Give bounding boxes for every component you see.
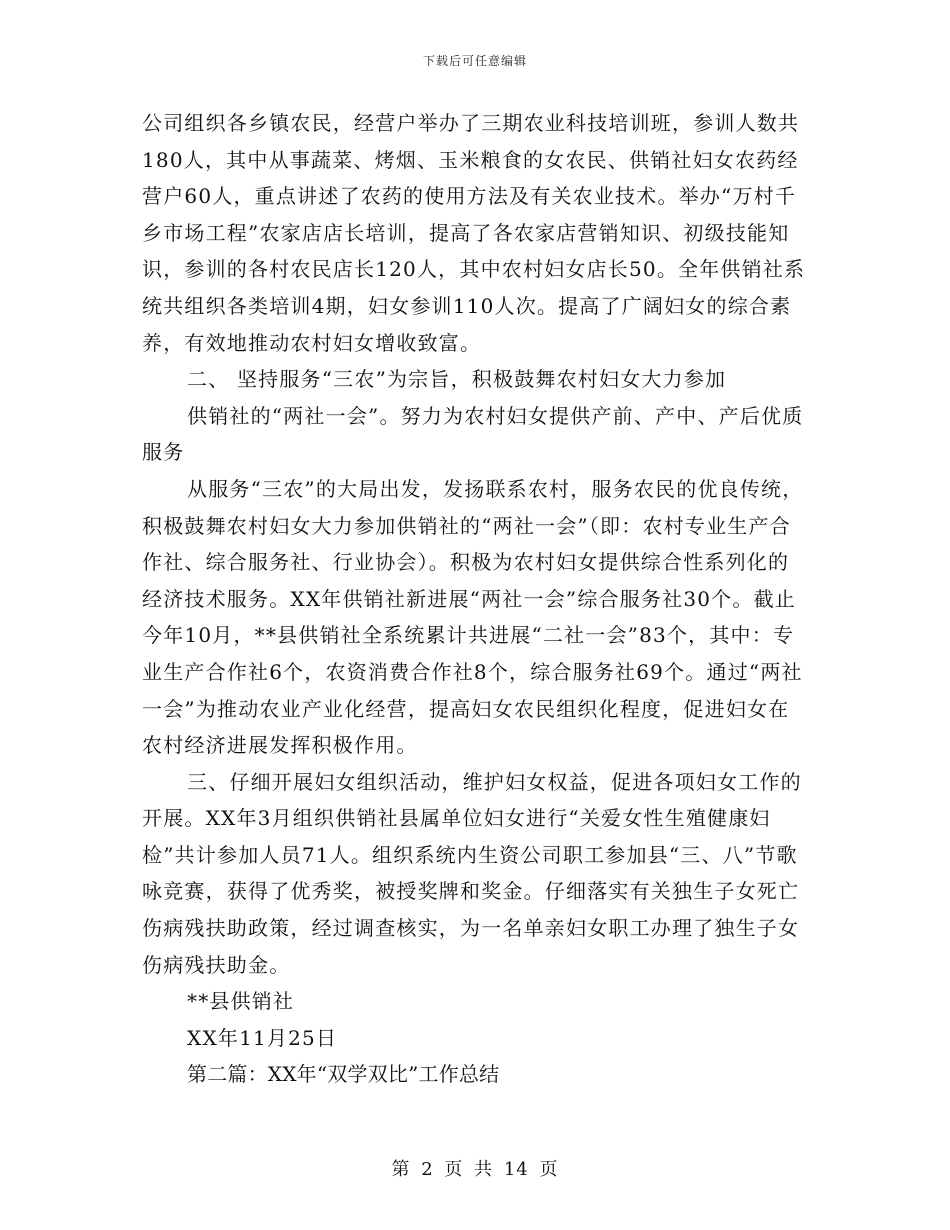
paragraph-service: 从服务“三农”的大局出发，发扬联系农村，服务农民的优良传统，积极鼓舞农村妇女大力参加供销社的“两社一会”（即：农村专业生产合作社、综合服务社、行业协会）。积极为农村妇女提供综合性系列化的经济技术服务。XX年供销社新进展“两社一会”综合服务社30个。截止今年10月，**县供销社全系统累计共进展“二社一会”83个，其中：专业生产合作社6个，农资消费合作社8个，综合服务社69个。通过“两社一会”为推动农业产业化经营，提高妇女农民组织化程度，促进妇女在农村经济进展发挥积极作用。 (142, 476, 804, 758)
page-number: 第 2 页 共 14 页 (391, 1159, 559, 1180)
paragraph-training: 公司组织各乡镇农民，经营户举办了三期农业科技培训班，参训人数共180人，其中从事蔬菜、烤烟、玉米粮食的女农民、供销社妇女农药经营户60人，重点讲述了农药的使用方法及有关农业技术。举办“万村千乡市场工程”农家店店长培训，提高了各农家店营销知识、初级技能知识，参训的各村农民店长120人，其中农村妇女店长50。全年供销社系统共组织各类培训4期，妇女参训110人次。提高了广阔妇女的综合素养，有效地推动农村妇女增收致富。 (142, 111, 806, 355)
section-heading-two-line1: 二、 坚持服务“三农”为宗旨，积极鼓舞农村妇女大力参加 (187, 367, 727, 392)
next-article-title: 第二篇：XX年“双学双比”工作总结 (187, 1062, 500, 1087)
document-body (142, 105, 810, 1093)
signature-date: XX年11月25日 (187, 1025, 338, 1050)
page-header: 下载后可任意编辑 (422, 54, 527, 68)
section-heading-two-line2: 供销社的“两社一会”。努力为农村妇女提供产前、产中、产后优质服务 (142, 403, 804, 465)
signature: **县供销社 (187, 989, 295, 1014)
paragraph-section-three: 三、仔细开展妇女组织活动，维护妇女权益，促进各项妇女工作的开展。XX年3月组织供销社县属单位妇女进行“关爱女性生殖健康妇检”共计参加人员71人。组织系统内生资公司职工参加县“三、八”节歌咏竞赛，获得了优秀奖，被授奖牌和奖金。仔细落实有关独生子女死亡伤病残扶助政策，经过调查核实，为一名单亲妇女职工办理了独生子女伤病残扶助金。 (142, 769, 802, 977)
